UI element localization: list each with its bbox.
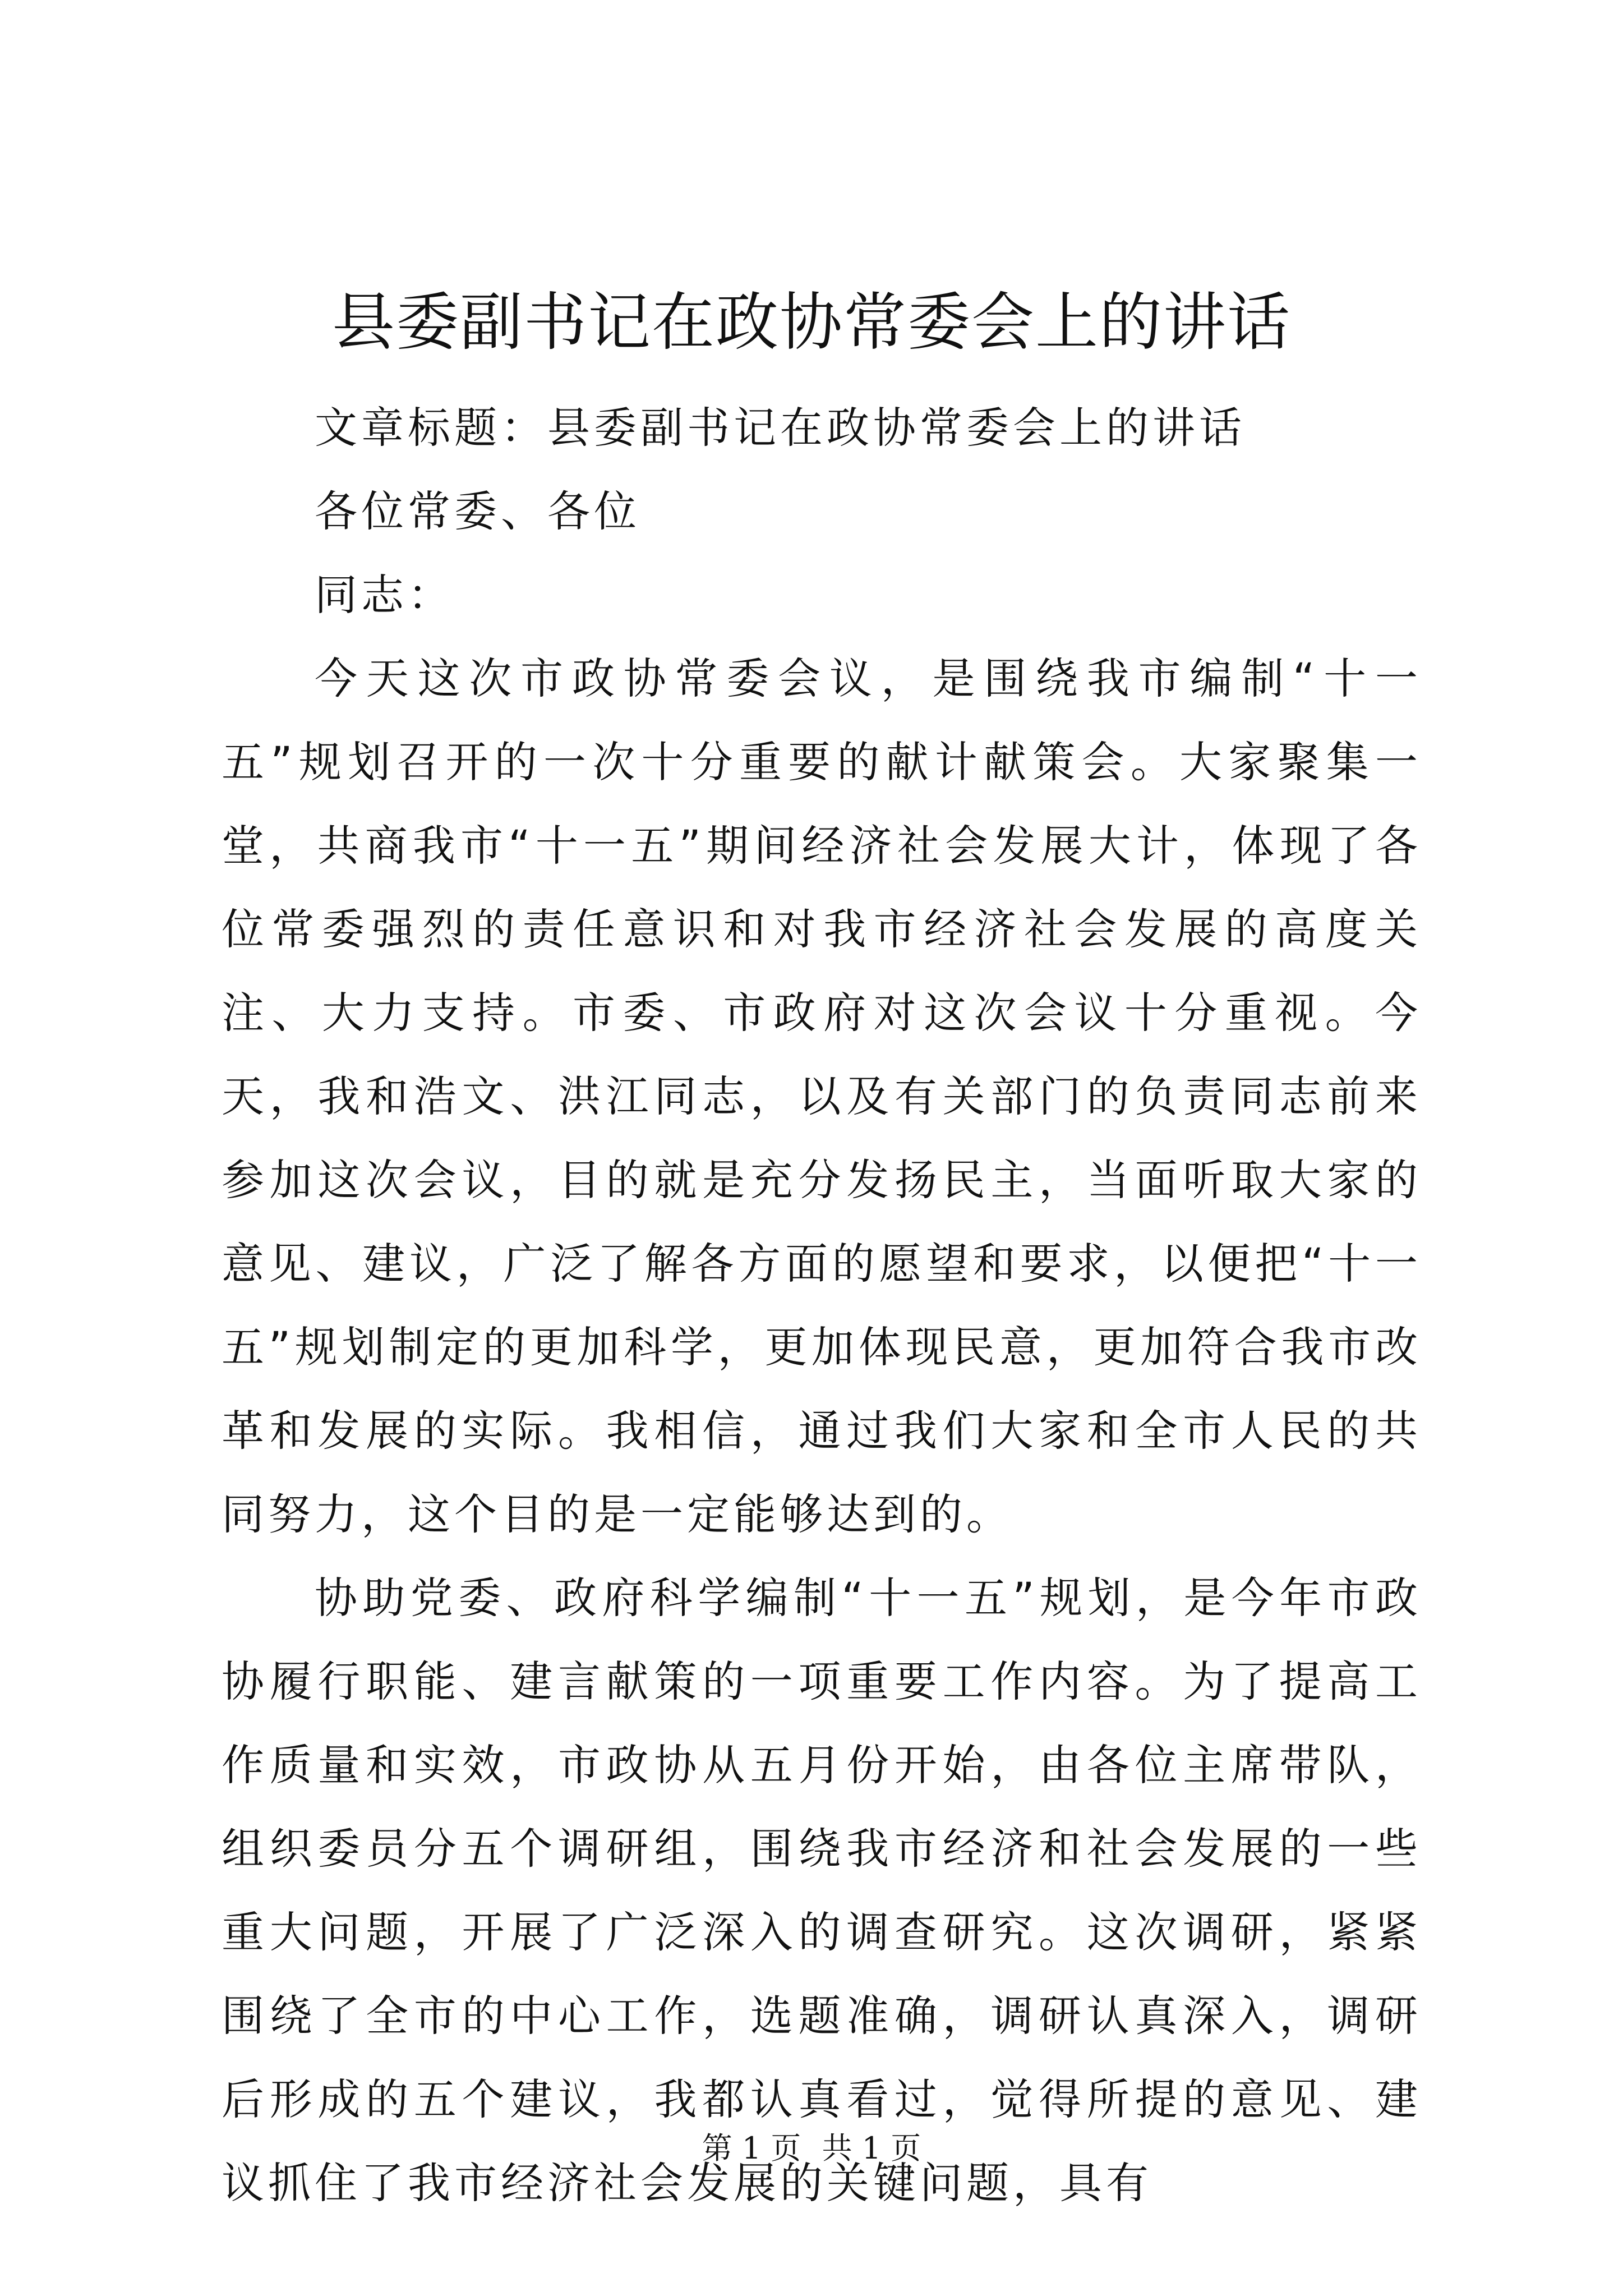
document-title: 县委副书记在政协常委会上的讲话 <box>332 286 1291 359</box>
page-number: 第 1 页 <box>702 2131 801 2166</box>
paragraph-salutation-2: 同志： <box>315 570 454 620</box>
page-footer <box>0 2129 1623 2168</box>
paragraph-2: 协助党委、政府科学编制“十一五”规划，是今年市政协履行职能、建言献策的一项重要工作内容。为了提高工作质量和实效，市政协从五月份开始，由各位主席带队，组织委员分五个调研组，围绕我市经济和社会发展的一些重大问题，开展了广泛深入的调查研究。这次调研，紧紧围绕了全市的中心工作，选题准确，调研认真深入，调研后形成的五个建议，我都认真看过，觉得所提的意见、建议抓住了我市经济社会发展的关键问题，具有 <box>222 1573 1422 2208</box>
page-total: 共 1 页 <box>822 2131 921 2166</box>
document-body <box>222 386 1422 2225</box>
paragraph-salutation: 各位常委、各位 <box>315 486 640 536</box>
paragraph-1: 今天这次市政协常委会议，是围绕我市编制“十一五”规划召开的一次十分重要的献计献策会。大家聚集一堂，共商我市“十一五”期间经济社会发展大计，体现了各位常委强烈的责任意识和对我市经济社会发展的高度关注、大力支持。市委、市政府对这次会议十分重视。今天，我和浩文、洪江同志，以及有关部门的负责同志前来参加这次会议，目的就是充分发扬民主，当面听取大家的意见、建议，广泛了解各方面的愿望和要求，以便把“十一五”规划制定的更加科学，更加体现民意，更加符合我市改革和发展的实际。我相信，通过我们大家和全市人民的共同努力，这个目的是一定能够达到的。 <box>222 654 1422 1539</box>
paragraph-article-title: 文章标题：县委副书记在政协常委会上的讲话 <box>315 403 1246 453</box>
